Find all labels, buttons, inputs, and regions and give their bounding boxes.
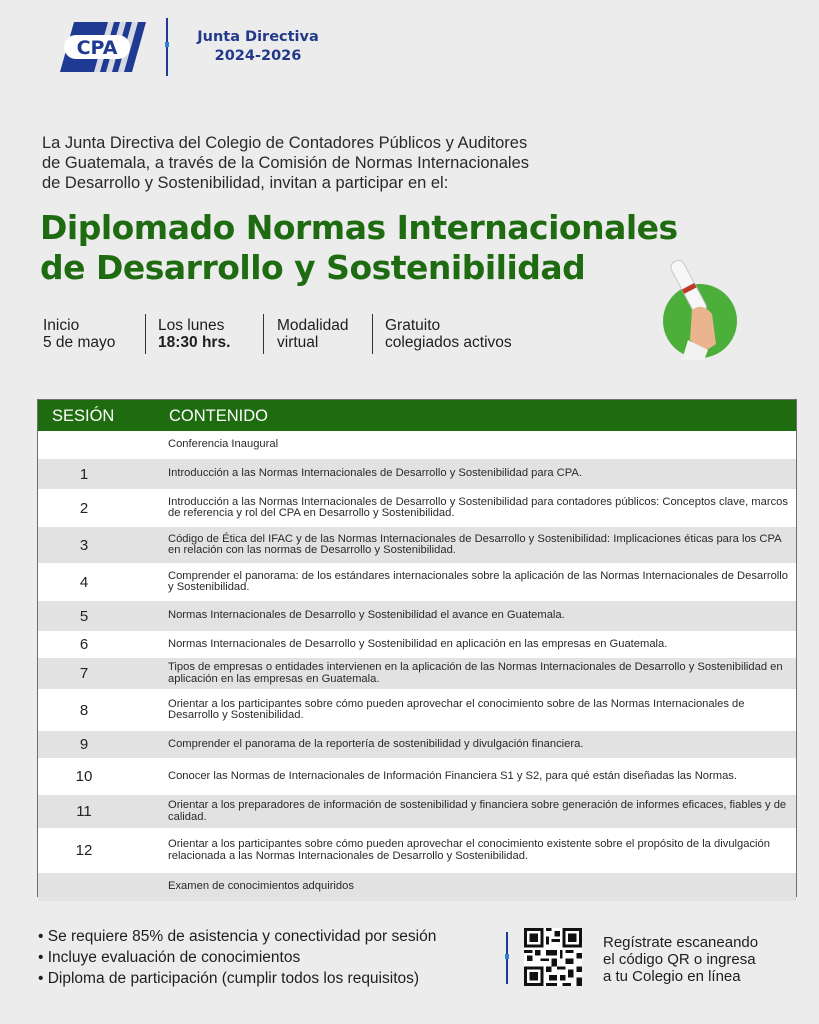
- header-divider: [166, 18, 168, 76]
- intro-paragraph: La Junta Directiva del Colegio de Contadores Públicos y Auditores de Guatemala, a través de la Comisión de Normas Internacionales de Desarrollo y Sostenibilidad, invitan a participar en el:: [42, 134, 529, 192]
- table-row: 9 Comprender el panorama de la reportería de sostenibilidad y divulgación financiera.: [38, 731, 796, 758]
- requirements-list: [38, 926, 436, 989]
- list-item: • Diploma de participación (cumplir todos los requisitos): [38, 970, 420, 987]
- board-title: Junta Directiva 2024-2026: [197, 29, 319, 64]
- info-cost: Gratuito colegiados activos: [385, 317, 512, 351]
- table-header: [38, 400, 796, 431]
- table-row: Examen de conocimientos adquiridos: [38, 873, 796, 901]
- footer-divider: [506, 932, 508, 984]
- info-divider: [263, 314, 264, 354]
- table-row: 11 Orientar a los preparadores de información de sostenibilidad y financiera sobre generación de informes eficaces, fiables y de calidad.: [38, 795, 796, 828]
- info-divider: [145, 314, 146, 354]
- table-row: 7 Tipos de empresas o entidades intervienen en la aplicación de las Normas Internacionales de Desarrollo y Sostenibilidad en aplicación en las empresas en Guatemala.: [38, 658, 796, 689]
- cpa-logo: [60, 22, 146, 72]
- info-schedule: Los lunes 18:30 hrs.: [158, 317, 231, 351]
- diploma-hand-icon: [662, 256, 742, 360]
- table-row: 1 Introducción a las Normas Internacionales de Desarrollo y Sostenibilidad para CPA.: [38, 459, 796, 489]
- info-divider: [372, 314, 373, 354]
- table-row: 4 Comprender el panorama: de los estándares internacionales sobre la aplicación de las Normas Internacionales de Desarrollo y Sostenibilidad.: [79, 569, 789, 593]
- table-row: 3 Código de Ética del IFAC y de las Normas Internacionales de Desarrollo y Sostenibilidad: Implicaciones éticas para los CPA en relación con las normas de Desarrollo y Sostenibilidad.: [38, 527, 796, 563]
- register-instructions: Regístrate escaneando el código QR o ingresa a tu Colegio en línea: [603, 934, 759, 985]
- course-title: Diplomado Normas Internacionales de Desarrollo y Sostenibilidad: [40, 208, 678, 287]
- table-row: 8 Orientar a los participantes sobre cómo pueden aprovechar el conocimiento sobre de las Normas Internacionales de Desarrollo y Sostenibilidad.: [79, 697, 745, 721]
- table-row: 10 Conocer las Normas de Internacionales de Información Financiera S1 y S2, para qué están diseñadas las Normas.: [75, 768, 738, 785]
- session-table: [37, 399, 797, 897]
- table-row: 12 Orientar a los participantes sobre cómo pueden aprovechar el conocimiento existente sobre el propósito de la divulgación relacionada a las Normas Internacionales de Desarrollo y Sostenibilidad.: [75, 838, 770, 862]
- svg-text:CPA: CPA: [76, 37, 118, 59]
- table-row: 2 Introducción a las Normas Internacionales de Desarrollo y Sostenibilidad para contadores públicos: Conceptos clave, marcos de referencia y rol del CPA en Desarrollo y Sostenibilidad.: [79, 495, 788, 519]
- header-session: SESIÓN: [52, 407, 115, 425]
- qr-code-icon[interactable]: [524, 928, 582, 986]
- info-start-date: Inicio 5 de mayo: [43, 317, 116, 351]
- table-row: Conferencia Inaugural: [168, 438, 279, 451]
- header-content: CONTENIDO: [169, 407, 268, 425]
- table-row: 5 Normas Internacionales de Desarrollo y Sostenibilidad el avance en Guatemala.: [38, 601, 796, 631]
- info-modality: Modalidad virtual: [277, 317, 349, 351]
- list-item: • Se requiere 85% de asistencia y conectividad por sesión: [38, 928, 437, 945]
- list-item: • Incluye evaluación de conocimientos: [38, 949, 301, 966]
- table-row: 6 Normas Internacionales de Desarrollo y Sostenibilidad en aplicación en las empresas en Guatemala.: [79, 636, 668, 653]
